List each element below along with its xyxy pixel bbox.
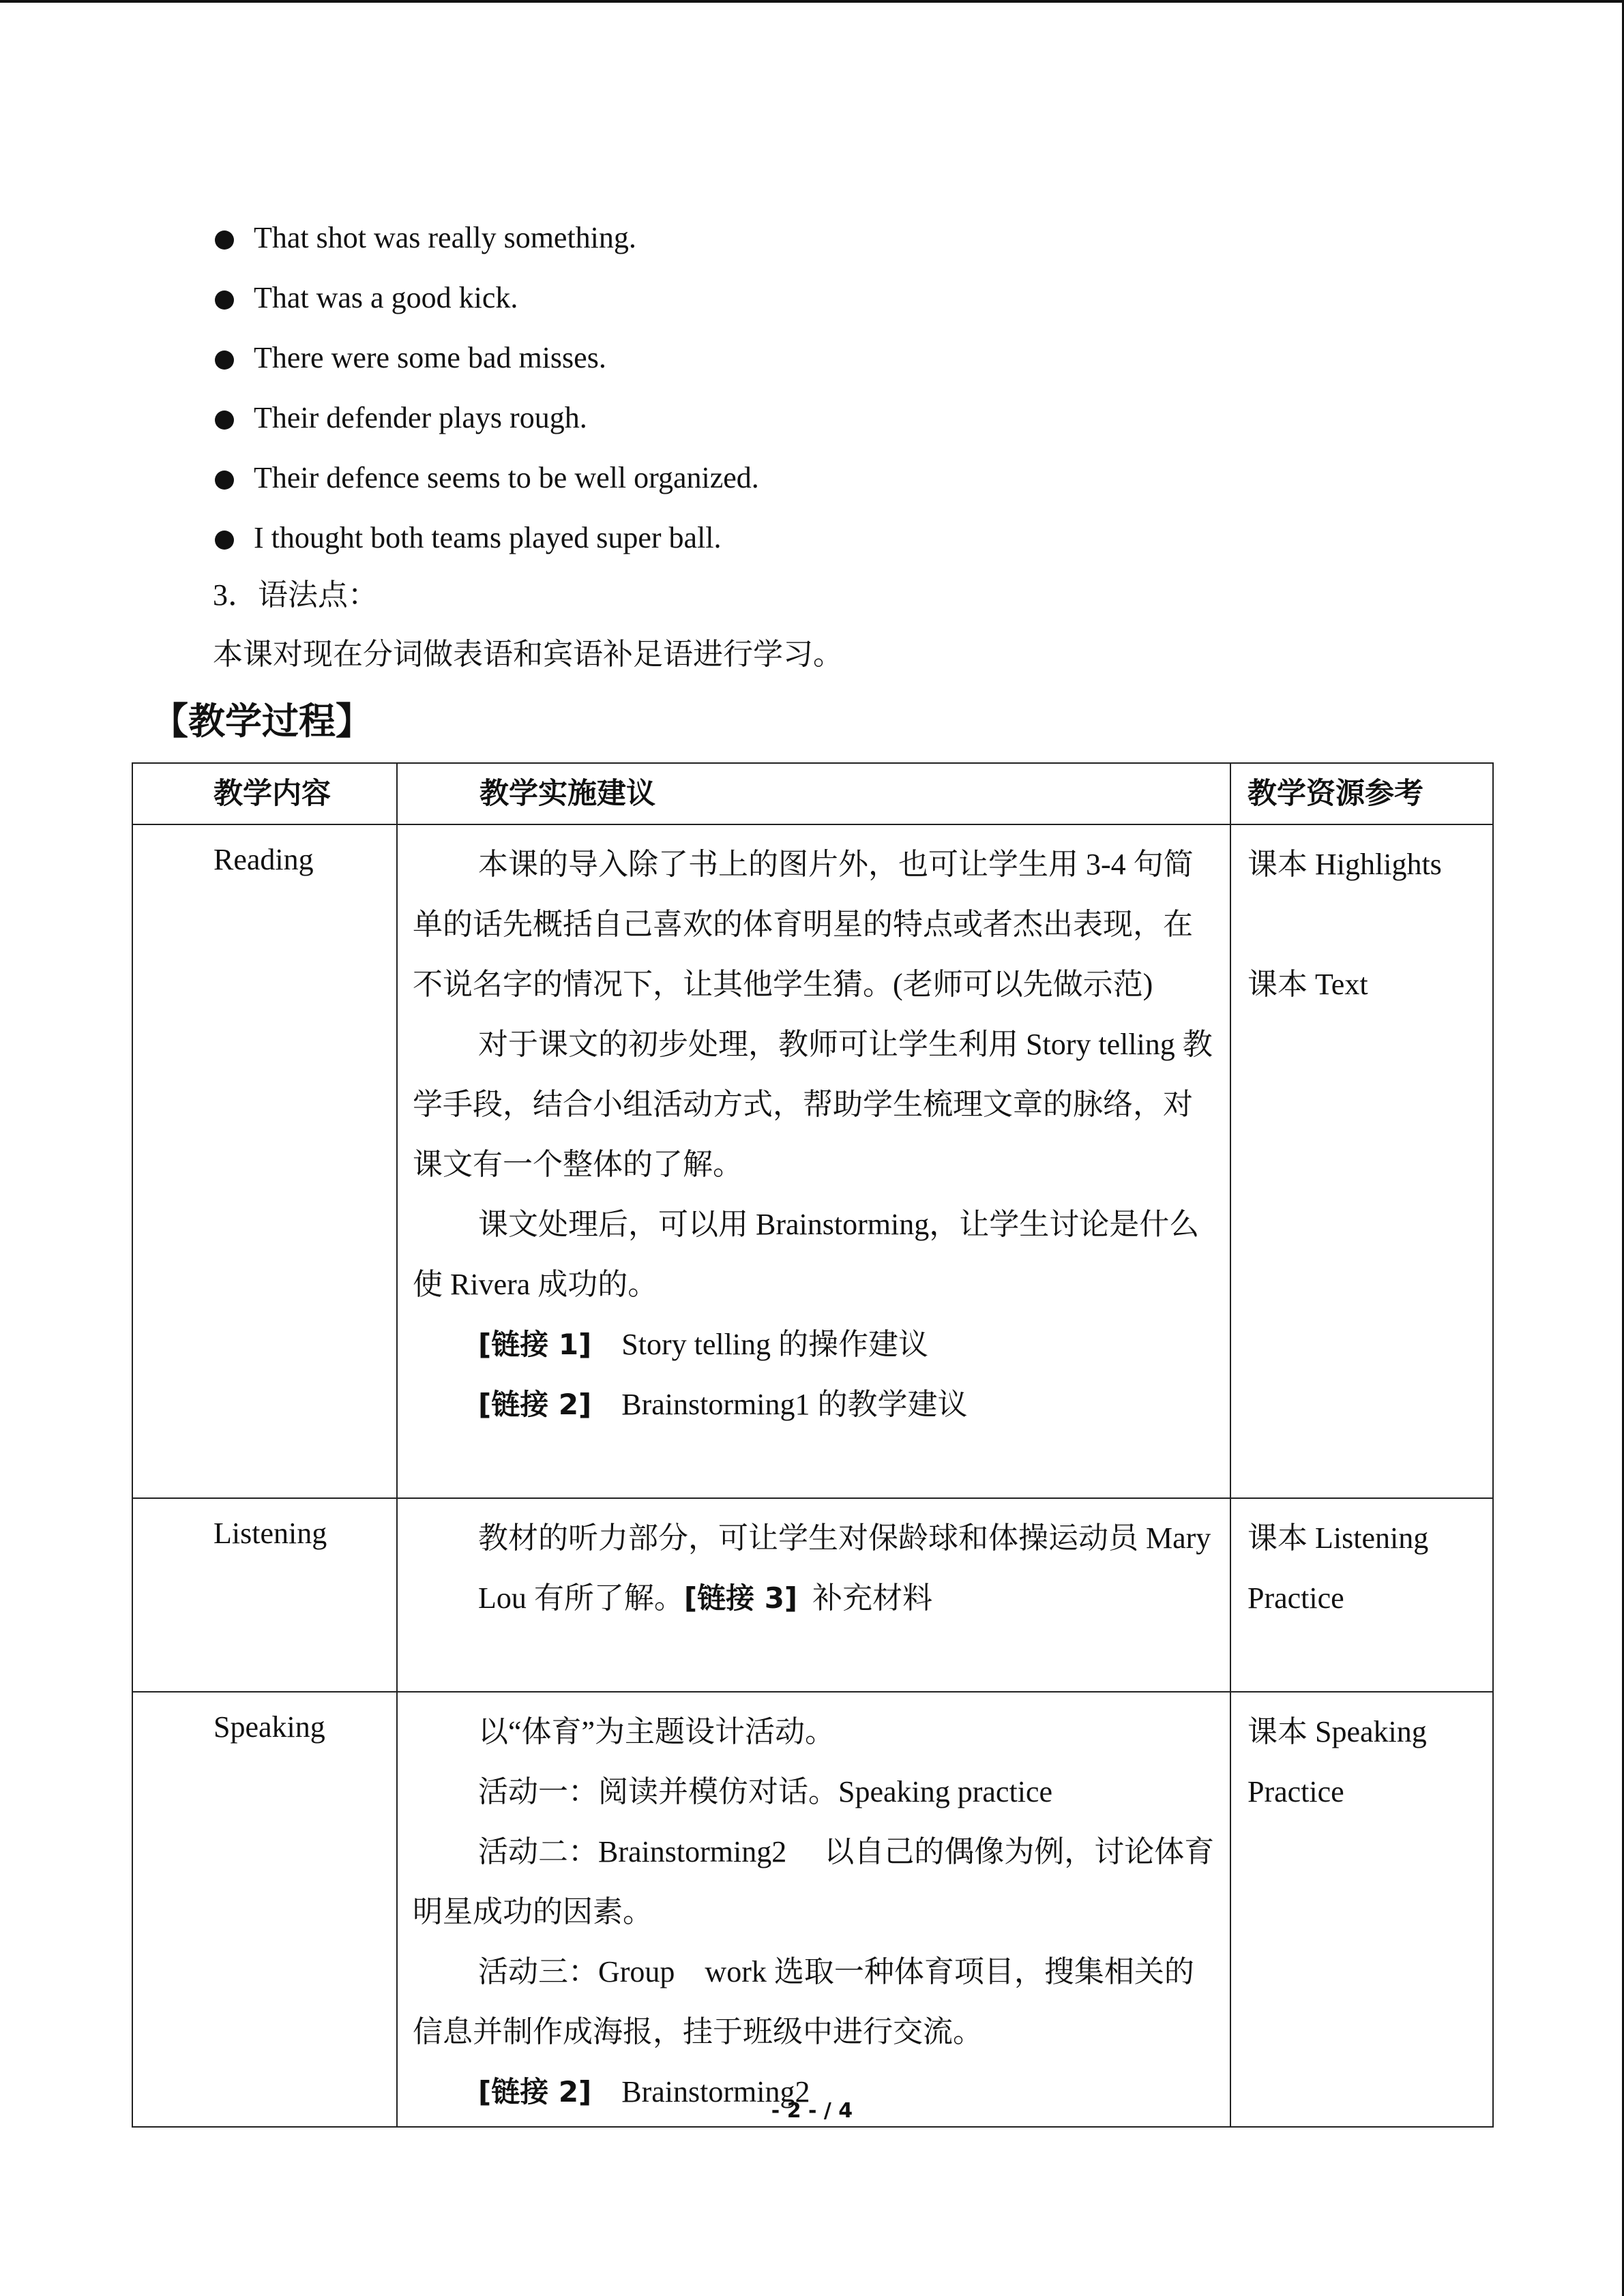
table-row-reading — [132, 824, 1493, 1498]
category-speaking: Speaking — [132, 1692, 397, 2127]
speaking-paragraph-2: 活动一：阅读并模仿对话。Speaking practice — [478, 1775, 1052, 1808]
bullet-item: Their defender plays rough. — [211, 397, 1507, 457]
resources-reading — [1230, 824, 1493, 1498]
bullet-item: Their defence seems to be well organized. — [211, 457, 1507, 517]
bullet-dot-icon — [215, 290, 234, 310]
table-header-row — [132, 763, 1493, 824]
bullet-item: There were some bad misses. — [211, 337, 1507, 397]
resource-listening: 课本 Listening — [1247, 1521, 1429, 1555]
header-suggestions: 教学实施建议 — [397, 763, 1230, 824]
header-resources: 教学资源参考 — [1230, 763, 1493, 824]
link-3-tag[interactable]: [链接 3] — [683, 1581, 798, 1615]
listening-paragraph-1: 教材的听力部分，可让学生对保龄球和体操运动员 Mary — [478, 1521, 1211, 1555]
resources-listening — [1230, 1498, 1493, 1692]
resource-listening-practice: Practice — [1247, 1581, 1344, 1615]
bullet-item: That shot was really something. — [211, 217, 1507, 277]
link-3-text[interactable]: 补充材料 — [812, 1581, 933, 1615]
table-row-listening — [132, 1498, 1493, 1692]
section-title: 【教学过程】 — [151, 700, 372, 743]
bullet-dot-icon — [215, 230, 234, 250]
listening-paragraph-2: Lou 有所了解。[链接 3] 补充材料 — [478, 1581, 933, 1615]
resource-speaking: 课本 Speaking — [1247, 1715, 1427, 1748]
reading-paragraph-2: 对于课文的初步处理，教师可让学生利用 Story telling 教学手段，结合小组活动方式，帮助学生梳理文章的脉络，对课文有一个整体的了解。 — [413, 1028, 1213, 1181]
reading-paragraph-3: 课文处理后，可以用 Brainstorming，让学生讨论是什么使 Rivera 成功的。 — [413, 1208, 1200, 1301]
grammar-point-label: 3．语法点： — [213, 578, 378, 612]
category-reading: Reading — [132, 824, 397, 1498]
speaking-paragraph-3: 活动二：Brainstorming2 以自己的偶像为例，讨论体育明星成功的因素。 — [413, 1835, 1215, 1928]
teaching-process-table — [132, 762, 1494, 2128]
bullet-item: That was a good kick. — [211, 277, 1507, 337]
link-1-line — [413, 1315, 1215, 1375]
bullet-dot-icon — [215, 411, 234, 430]
bullet-dot-icon — [215, 471, 234, 490]
resource-highlights: 课本 Highlights — [1247, 848, 1442, 881]
link-2-text[interactable]: Brainstorming1 的教学建议 — [621, 1388, 968, 1421]
link-2b-text[interactable]: Brainstorming2 — [621, 2075, 810, 2108]
link-2b-tag[interactable]: [链接 2] — [478, 2075, 592, 2108]
bullet-dot-icon — [215, 351, 234, 370]
header-content: 教学内容 — [132, 763, 397, 824]
speaking-paragraph-1: 以“体育”为主题设计活动。 — [478, 1715, 836, 1748]
table-row-speaking — [132, 1692, 1493, 2127]
page-number: - 2 - / 4 — [771, 2099, 853, 2123]
reading-paragraph-1: 本课的导入除了书上的图片外，也可让学生用 3-4 句简单的话先概括自己喜欢的体育明星的特点或者杰出表现，在不说名字的情况下，让其他学生猜。(老师可以先做示范) — [413, 848, 1194, 1001]
resource-speaking-practice: Practice — [1247, 1775, 1344, 1808]
resources-speaking — [1230, 1692, 1493, 2127]
resource-text: 课本 Text — [1247, 968, 1368, 1001]
grammar-point-text: 本课对现在分词做表语和宾语补足语进行学习。 — [213, 638, 843, 671]
speaking-paragraph-4: 活动三：Group work 选取一种体育项目，搜集相关的信息并制作成海报，挂于班级中进行交流。 — [413, 1955, 1194, 2048]
page-top-border — [0, 0, 1624, 3]
link-2-tag[interactable]: [链接 2] — [478, 1388, 592, 1421]
bullet-item: I thought both teams played super ball. — [211, 517, 1507, 577]
suggestions-reading — [397, 824, 1230, 1498]
link-1-tag[interactable]: [链接 1] — [478, 1328, 592, 1361]
category-listening: Listening — [132, 1498, 397, 1692]
link-1-text[interactable]: Story telling 的操作建议 — [621, 1328, 929, 1361]
bullet-dot-icon — [215, 531, 234, 550]
link-2-line — [413, 1375, 1215, 1435]
phrase-bullet-list — [211, 217, 1507, 577]
suggestions-speaking — [397, 1692, 1230, 2127]
suggestions-listening — [397, 1498, 1230, 1692]
